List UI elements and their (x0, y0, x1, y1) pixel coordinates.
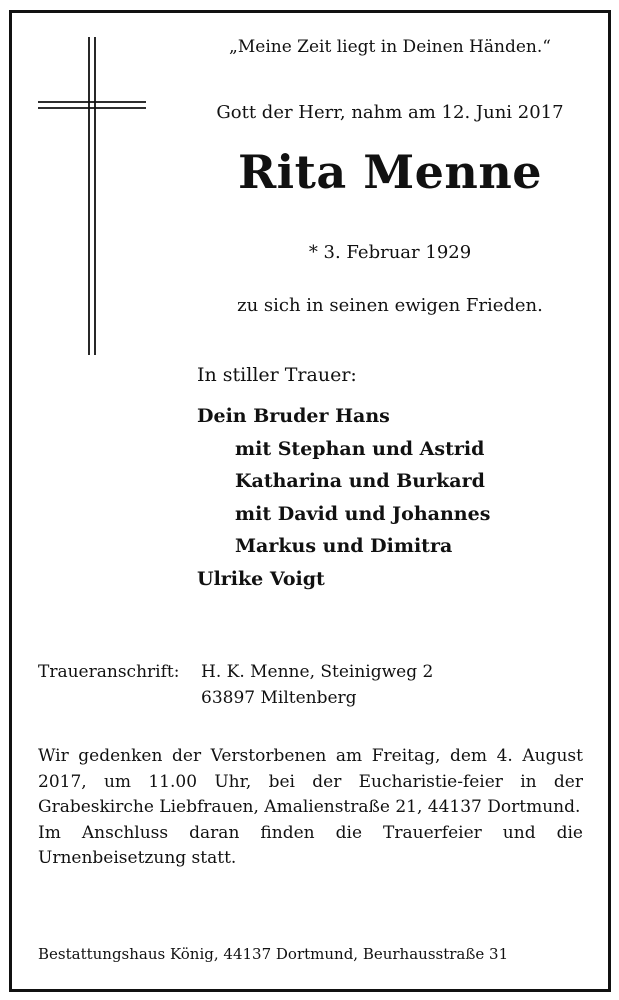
mourning-intro: In stiller Trauer: (197, 364, 357, 386)
family-member: Dein Bruder Hans (197, 405, 390, 427)
address-label: Traueranschrift: (38, 662, 180, 682)
address-line-1: H. K. Menne, Steinigweg 2 (201, 662, 434, 682)
family-member: mit David und Johannes (235, 502, 491, 525)
family-member: Ulrike Voigt (197, 567, 325, 590)
peace-line: zu sich in seinen ewigen Frieden. (237, 295, 543, 316)
cross-icon (38, 37, 148, 357)
family-list (197, 400, 490, 595)
bible-quote: „Meine Zeit liegt in Deinen Händen.“ (229, 37, 551, 57)
funeral-home-footer: Bestattungshaus König, 44137 Dortmund, Beurhausstraße 31 (38, 945, 509, 963)
family-member: Markus und Dimitra (235, 535, 453, 557)
family-member: mit Stephan und Astrid (235, 437, 485, 460)
family-member: Katharina und Burkard (235, 470, 485, 492)
deceased-name: Rita Menne (237, 145, 543, 199)
death-line: Gott der Herr, nahm am 12. Juni 2017 (216, 102, 564, 123)
service-info (38, 744, 583, 872)
service-paragraph: Wir gedenken der Verstorbenen am Freitag, dem 4. August 2017, um 11.00 Uhr, bei der Eucharistie-feier in der Grabeskirche Liebfrauen, Amalienstraße 21, 44137 Dortmund. (38, 746, 583, 817)
address-line-2: 63897 Miltenberg (201, 688, 357, 708)
birth-line: * 3. Februar 1929 (308, 242, 472, 263)
service-paragraph: Im Anschluss daran finden die Trauerfeier und die Urnenbeisetzung statt. (38, 822, 583, 868)
